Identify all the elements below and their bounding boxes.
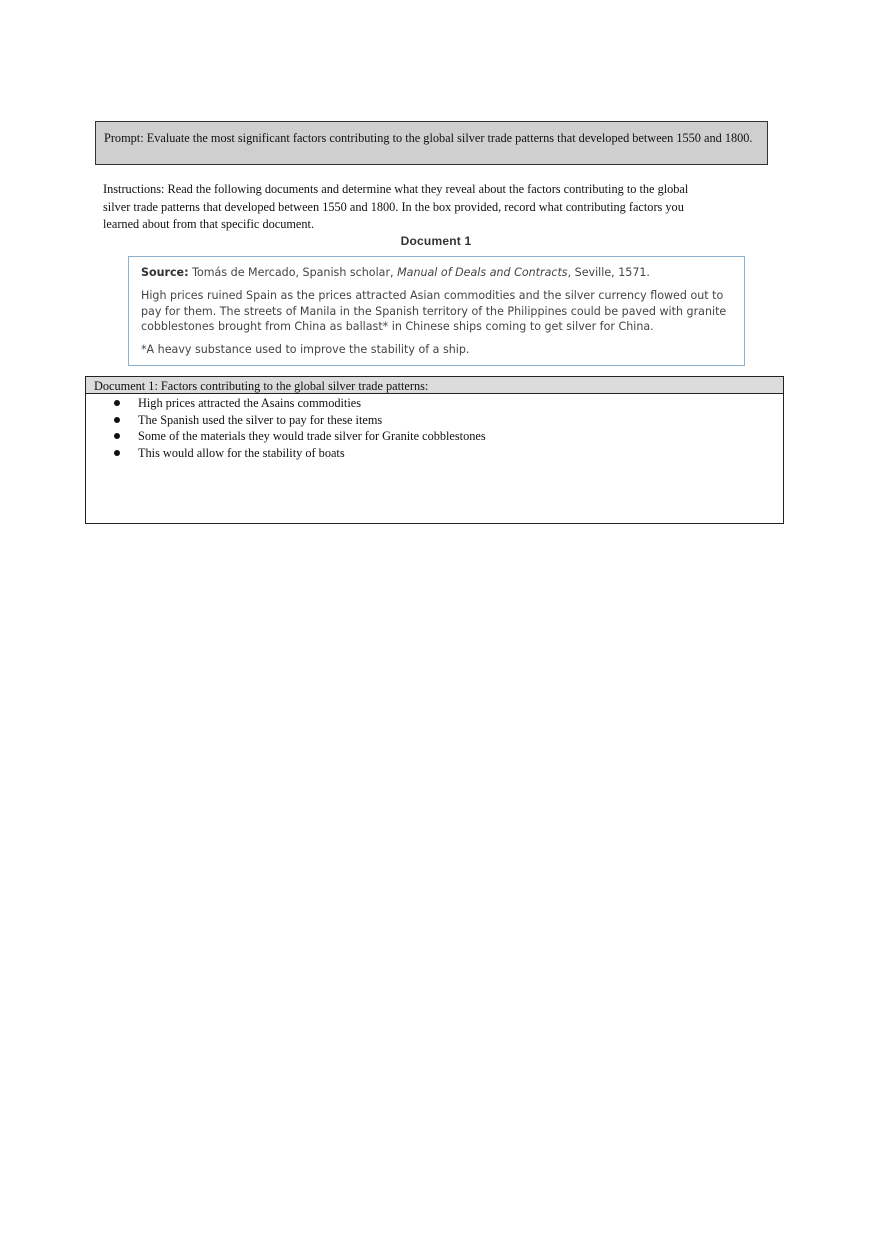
document-heading: Document 1 (400, 234, 472, 248)
list-item (114, 395, 783, 412)
prompt-box (95, 121, 768, 165)
answer-box[interactable] (85, 376, 784, 524)
list-item-text: Some of the materials they would trade silver for Granite cobblestones (138, 429, 486, 443)
source-footnote: *A heavy substance used to improve the stability of a ship. (141, 342, 470, 356)
source-body: High prices ruined Spain as the prices attracted Asian commodities and the silver currency flowed out to pay for them. The streets of Manila in the Spanish territory of the Philippines could be paved with granite cobblestones brought from China as ballast* in Chinese ships coming to get silver for China. (141, 289, 727, 333)
prompt-text: Prompt: Evaluate the most significant factors contributing to the global silver trade patterns that developed between 1550 and 1800. (104, 131, 753, 145)
bullet-icon (114, 417, 120, 423)
list-item-text: The Spanish used the silver to pay for these items (138, 412, 383, 427)
answer-header: Document 1: Factors contributing to the global silver trade patterns: (86, 377, 783, 394)
list-item (114, 412, 783, 429)
list-item-text: This would allow for the stability of boats (138, 445, 345, 460)
source-author: Tomás de Mercado, Spanish scholar, (192, 266, 394, 279)
source-citation (141, 265, 732, 281)
bullet-icon (114, 400, 120, 406)
source-place-date: , Seville, 1571. (567, 266, 650, 279)
source-title: Manual of Deals and Contracts (397, 266, 568, 279)
list-item (114, 428, 783, 445)
source-document-box (128, 256, 745, 366)
bullet-icon (114, 450, 120, 456)
answer-list (86, 394, 783, 461)
bullet-icon (114, 433, 120, 439)
instructions-text: Instructions: Read the following documents and determine what they reveal about the factors contributing to the global silver trade patterns that developed between 1550 and 1800. In the box provided, record what contributing factors you learned about from that specific document. (103, 182, 689, 231)
list-item (114, 445, 783, 462)
source-label: Source: (141, 266, 189, 279)
list-item-text: High prices attracted the Asains commodities (138, 396, 361, 410)
